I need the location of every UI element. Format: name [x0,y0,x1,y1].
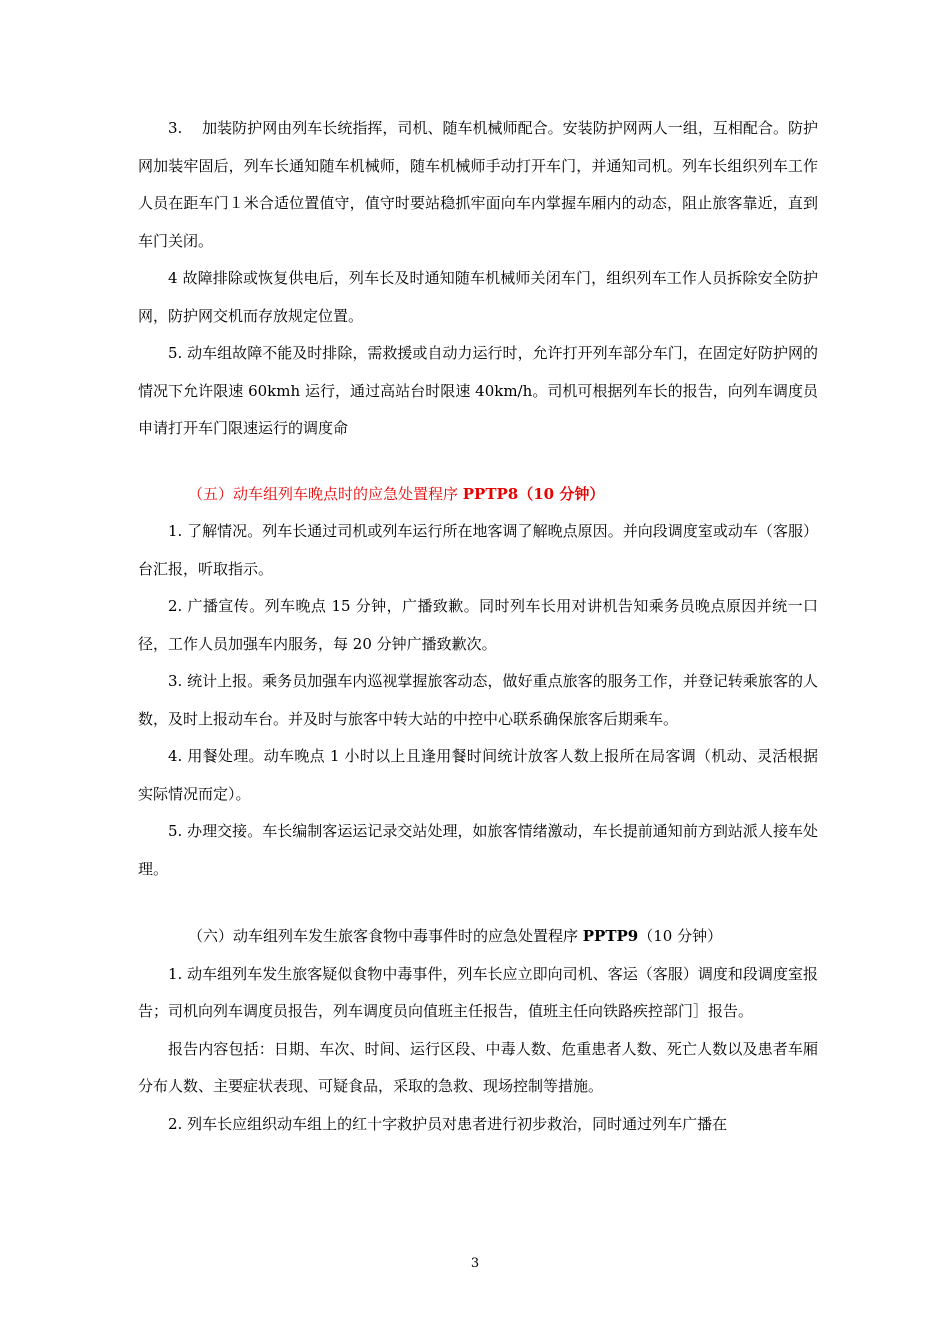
paragraph-4-fault-cleared: 4 故障排除或恢复供电后，列车长及时通知随车机械师关闭车门，组织列车工作人员拆除安全防护网，防护网交机而存放规定位置。 [138,269,818,325]
section-5-item-5: 5. 办理交接。车长编制客运运记录交站处理，如旅客情绪激动，车长提前通知前方到站派人接车处理。 [138,822,818,878]
document-body [138,110,818,1143]
section-6-item-2: 2. 列车长应组织动车组上的红十字救护员对患者进行初步救治，同时通过列车广播在 [168,1114,728,1133]
paragraph-5-speed-limit: 5. 动车组故障不能及时排除，需救援或自动力运行时，允许打开列车部分车门，在固定好防护网的情况下允许限速 60kmh 运行，通过高站台时限速 40km/h。司机可根据列车长的报告，向列车调度员申请打开车门限速运行的调度命 [138,344,818,437]
section-5-item-1: 1. 了解情况。列车长通过司机或列车运行所在地客调了解晚点原因。并向段调度室或动车（客服）台汇报，听取指示。 [138,522,818,578]
section-5-heading [138,476,818,514]
section-5-item-4: 4. 用餐处理。动车晚点 1 小时以上且逢用餐时间统计放客人数上报所在局客调（机动、灵活根据实际情况而定）。 [138,747,818,803]
section-5-item-2: 2. 广播宣传。列车晚点 15 分钟，广播致歉。同时列车长用对讲机告知乘务员晚点原因并统一口径，工作人员加强车内服务，每 20 分钟广播致歉次。 [138,597,818,653]
paragraph-3-protective-net: 3. 加装防护网由列车长统指挥，司机、随车机械师配合。安装防护网两人一组，互相配合。防护网加装牢固后，列车长通知随车机械师，随车机械师手动打开车门，并通知司机。列车长组织列车工作人员在距车门１米合适位置值守，值守时要站稳抓牢面向车内掌握车厢内的动态，阻止旅客靠近，直到车门关闭。 [138,119,818,250]
section-5-heading-duration: （10 分钟） [518,484,605,503]
section-spacer [138,888,818,918]
section-6-report-content: 报告内容包括：日期、车次、时间、运行区段、中毒人数、危重患者人数、死亡人数以及患者车厢分布人数、主要症状表现、可疑食品，采取的急救、现场控制等措施。 [138,1039,818,1095]
section-6-heading [138,918,818,956]
section-spacer [138,448,818,476]
section-6-heading-text: （六）动车组列车发生旅客食物中毒事件时的应急处置程序 [188,927,583,945]
section-6-item-1: 1. 动车组列车发生旅客疑似食物中毒事件，列车长应立即向司机、客运（客服）调度和段调度室报告；司机向列车调度员报告，列车调度员向值班主任报告，值班主任向铁路疾控部门］报告。 [138,964,818,1020]
section-6-heading-duration: （10 分钟） [638,927,723,945]
section-6-heading-code: PPTP9 [582,927,639,945]
page-number: 3 [470,1256,480,1271]
section-5-heading-code: PPTP8 [462,484,519,503]
section-5-heading-text: （五）动车组列车晚点时的应急处置程序 [188,484,463,503]
section-5-item-3: 3. 统计上报。乘务员加强车内巡视掌握旅客动态，做好重点旅客的服务工作，并登记转乘旅客的人数，及时上报动车台。并及时与旅客中转大站的中控中心联系确保旅客后期乘车。 [138,672,818,728]
